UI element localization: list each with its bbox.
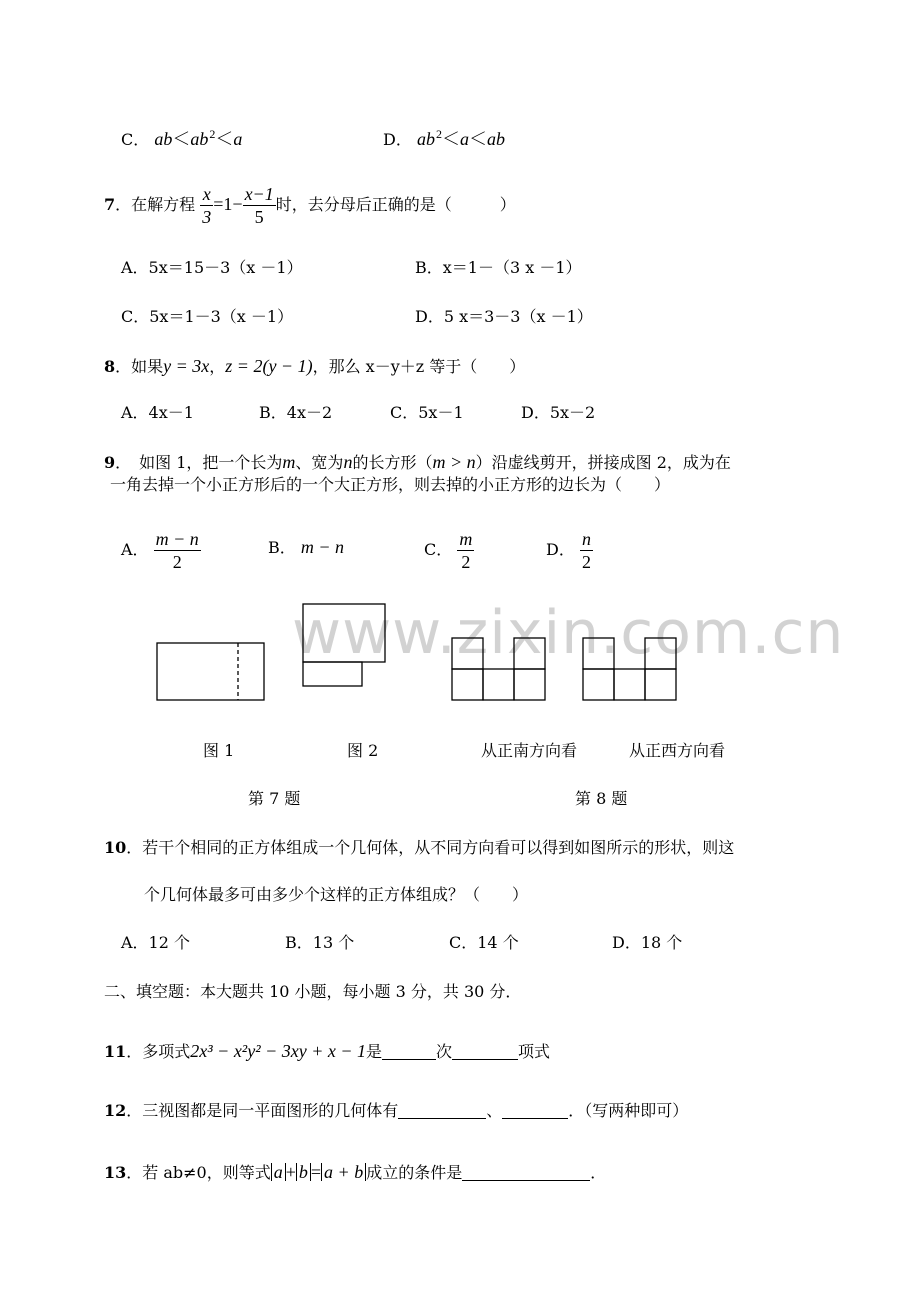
q13-blank[interactable] — [462, 1180, 590, 1181]
q13-stem: 13．若 ab≠0，则等式 a + b = a + b 成立的条件是 ． — [104, 1162, 607, 1182]
q7-option-b[interactable]: B．x＝1－（3 x －1） — [415, 258, 582, 277]
q10-option-d[interactable]: D．18 个 — [612, 933, 683, 952]
section-2-heading: 二、填空题：本大题共 10 小题，每小题 3 分，共 30 分． — [104, 982, 522, 1001]
q7-option-c[interactable]: C．5x＝1－3（x －1） — [121, 307, 294, 326]
q9-stem-line1: 9． 如图 1，把一个长为m、宽为n的长方形（m > n）沿虚线剪开，拼接成图 2，成为在 — [104, 452, 731, 472]
q11-number: 11 — [104, 1042, 127, 1061]
q9-stem-line2: 一角去掉一个小正方形后的一个大正方形，则去掉的小正方形的边长为（ ） — [110, 475, 671, 494]
q12-stem: 12．三视图都是同一平面图形的几何体有 、 ．（写两种即可） — [104, 1101, 689, 1120]
q10-stem-line2: 个几何体最多可由多少个这样的正方体组成？（ ） — [144, 885, 529, 904]
q12-number: 12 — [104, 1101, 127, 1120]
q10-stem-line1: 10．若干个相同的正方体组成一个几何体，从不同方向看可以得到如图所示的形状，则这 — [104, 838, 735, 857]
q7-fraction-2: $\frac{x-1}{5}$ — [244, 184, 274, 227]
figure-1-rectangle — [157, 643, 264, 700]
q12-blank-1[interactable] — [398, 1118, 486, 1119]
q7-stem: 7．在解方程 $\frac{x}{3}$ =1− $\frac{x-1}{5}$ 时，去分母后正确的是（ ） — [104, 184, 516, 227]
view-from-south — [452, 638, 545, 700]
q10-option-c[interactable]: C．14 个 — [449, 933, 519, 952]
west-view-label: 从正西方向看 — [629, 741, 726, 760]
q6-option-d[interactable]: D． $ab^2<a<ab$ — [383, 127, 505, 149]
q9-option-b[interactable]: B． m − n — [268, 537, 345, 557]
q8-figure-caption: 第 8 题 — [575, 789, 628, 808]
q7-figure-caption: 第 7 题 — [248, 789, 301, 808]
q8-stem: 8．如果y = 3x，z = 2(y − 1)，那么 x－y＋z 等于（ ） — [104, 356, 526, 376]
q13-number: 13 — [104, 1163, 127, 1182]
q7-number: 7 — [104, 195, 116, 214]
q6-option-c[interactable]: C． $ab<ab^2<a$ — [121, 127, 243, 149]
q10-option-a[interactable]: A．12 个 — [121, 933, 191, 952]
q7-option-d[interactable]: D．5 x＝3－3（x －1） — [415, 307, 593, 326]
q11-blank-degree[interactable] — [382, 1059, 436, 1060]
q10-option-b[interactable]: B．13 个 — [285, 933, 355, 952]
q7-option-a[interactable]: A．5x＝15－3（x －1） — [121, 258, 303, 277]
q10-number: 10 — [104, 838, 127, 857]
q11-blank-terms[interactable] — [452, 1059, 518, 1060]
q9-option-d[interactable]: D． $\frac{n}{2}$ — [546, 529, 591, 572]
q11-stem: 11．多项式2x³ − x²y² − 3xy + x − 1是 次 项式 — [104, 1041, 551, 1061]
figure-1-label: 图 1 — [203, 741, 235, 760]
q8-option-d[interactable]: D．5x－2 — [521, 403, 596, 422]
figure-2-shape — [303, 604, 385, 686]
q9-option-c[interactable]: C． $\frac{m}{2}$ — [424, 529, 473, 572]
south-view-label: 从正南方向看 — [481, 741, 578, 760]
view-from-west — [583, 638, 676, 700]
watermark: www.zixin.com.cn — [292, 598, 845, 668]
q8-option-b[interactable]: B．4x－2 — [259, 403, 333, 422]
q9-option-a[interactable]: A． $\frac{m - n}{2}$ — [121, 529, 199, 572]
q8-option-a[interactable]: A．4x－1 — [121, 403, 194, 422]
q9-number: 9 — [104, 453, 116, 472]
q8-number: 8 — [104, 357, 116, 376]
q8-option-c[interactable]: C．5x－1 — [390, 403, 464, 422]
q7-fraction-1: $\frac{x}{3}$ — [202, 184, 212, 227]
figure-2-label: 图 2 — [347, 741, 379, 760]
q12-blank-2[interactable] — [502, 1118, 568, 1119]
